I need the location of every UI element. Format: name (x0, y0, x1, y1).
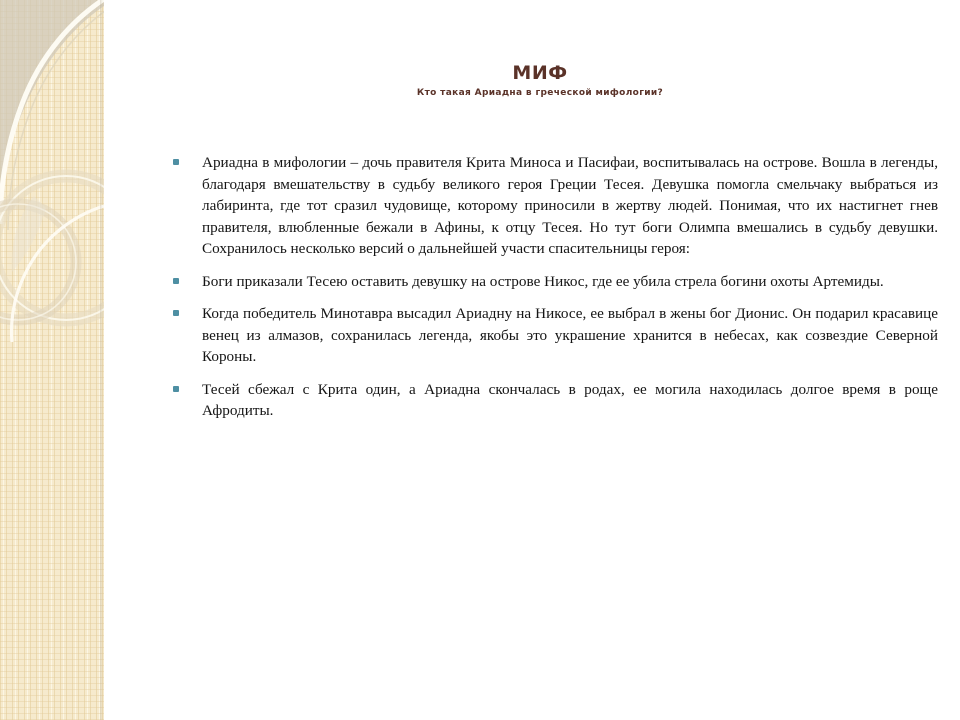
title-block (150, 62, 930, 100)
list-item-text: Тесей сбежал с Крита один, а Ариадна скончалась в родах, ее могила находилась долгое время в роще Афродиты. (202, 380, 938, 419)
list-item (170, 271, 938, 293)
bullet-marker-icon (173, 310, 179, 316)
border-arcs-decoration (0, 0, 104, 720)
list-item-text: Ариадна в мифологии – дочь правителя Крита Миноса и Пасифаи, воспитывалась на острове. Вошла в легенды, благодаря вмешательству в судьбу великого героя Греции Тесея. Девушка помогла смельчаку выбраться из лабиринта, где тот сразил чудовище, которому приносили в жертву людей. Понимая, что их настигнет гнев правителя, влюбленные бежали в Афины, к отцу Тесея. Но тут боги Олимпа вмешались в судьбу девушки. Сохранилось несколько версий о дальнейшей участи спасительницы героя: (202, 154, 938, 257)
bullet-marker-icon (173, 159, 179, 165)
bullet-marker-icon (173, 386, 179, 392)
list-item (170, 303, 938, 368)
list-item-text: Боги приказали Тесею оставить девушку на острове Никос, где ее убила стрела богини охоты Артемиды. (202, 272, 884, 290)
bullet-marker-icon (173, 278, 179, 284)
bullet-list (170, 152, 938, 422)
list-item-text: Когда победитель Минотавра высадил Ариадну на Никосе, ее выбрал в жены бог Дионис. Он подарил красавице венец из алмазов, сохранилась легенда, якобы это украшение хранится в небесах, как созвездие Северной Короны. (202, 305, 938, 365)
border-edge-shadow (100, 0, 104, 720)
page-title: МИФ (512, 62, 568, 84)
list-item (170, 152, 938, 260)
decorative-left-border (0, 0, 104, 720)
page-subtitle: Кто такая Ариадна в греческой мифологии? (416, 88, 664, 98)
list-item (170, 379, 938, 422)
